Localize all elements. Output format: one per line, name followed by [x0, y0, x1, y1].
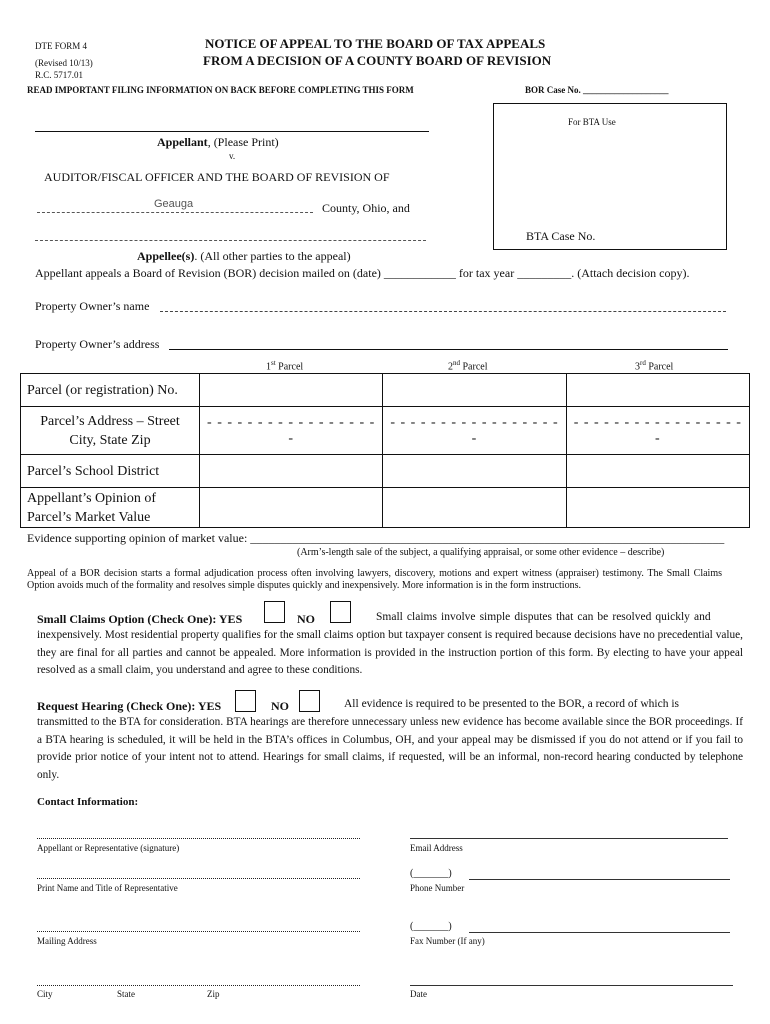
appellee-line[interactable] — [35, 240, 426, 241]
appeal-decision-line[interactable]: Appellant appeals a Board of Revision (BOR) decision mailed on (date) ____________ for tax year _________. (Attach decision copy). — [35, 266, 690, 280]
form-id: DTE FORM 4 — [35, 41, 88, 51]
county-suffix: County, Ohio, and — [322, 201, 410, 215]
owner-address-field[interactable] — [169, 349, 728, 350]
city-state-zip-field[interactable] — [37, 985, 360, 986]
phone-field[interactable] — [469, 879, 730, 880]
table-row — [21, 407, 750, 455]
hearing-label: Request Hearing (Check One): YES — [37, 699, 222, 713]
signature-label: Appellant or Representative (signature) — [37, 843, 180, 853]
fax-area-code[interactable]: (_______) — [410, 921, 452, 932]
statute-ref: R.C. 5717.01 — [35, 70, 84, 80]
parcel-2-address[interactable]: - - - - - - - - - - - - - - - - - - — [383, 407, 566, 455]
bta-case-number-label: BTA Case No. — [526, 229, 596, 243]
parcel-table — [20, 373, 750, 528]
auditor-line: AUDITOR/FISCAL OFFICER AND THE BOARD OF REVISION OF — [44, 170, 390, 184]
signature-field[interactable] — [37, 838, 360, 839]
page-subtitle: FROM A DECISION OF A COUNTY BOARD OF REVISION — [203, 53, 552, 68]
city-label: City — [37, 989, 53, 999]
parcel-3-address[interactable]: - - - - - - - - - - - - - - - - - - — [566, 407, 749, 455]
appellees-label: Appellee(s). (All other parties to the appeal) — [137, 249, 351, 263]
small-claims-label: Small Claims Option (Check One): YES — [37, 612, 243, 626]
hearing-yes-checkbox[interactable] — [235, 690, 256, 712]
owner-name-field[interactable] — [160, 311, 726, 312]
parcel-1-address[interactable]: - - - - - - - - - - - - - - - - - - — [200, 407, 383, 455]
revised-date: (Revised 10/13) — [35, 58, 93, 68]
parcel-col-3: 3rd Parcel — [635, 359, 674, 373]
versus-label: v. — [229, 151, 236, 161]
county-line[interactable] — [37, 212, 313, 213]
small-claims-text: inexpensively. Most residential property qualifies for the small claims option but taxpayer consent is required because decisions have no precedential value, they are final for all parties and cannot be appealed. More information is provided in the instruction portion of this form. By electing to have your appeal resolved as a small claim, you understand and agree to these conditions. — [37, 629, 743, 676]
small-claims-yes-checkbox[interactable] — [264, 601, 285, 623]
hearing-text: transmitted to the BTA for consideration. BTA hearings are therefore unnecessary unless new evidence has become available since the BOR proceedings. If a BTA hearing is scheduled, it will be held in the BTA’s offices in Columbus, OH, and your appeal may be dismissed if you do not attend or if you fail to provide prior notice of your intent not to attend. Hearings for small claims, if requested, will be an informal, non-record hearing conducted by telephone only. — [37, 716, 743, 781]
bta-use-box — [493, 103, 727, 250]
county-value[interactable]: Geauga — [154, 198, 194, 210]
evidence-hint: (Arm’s-length sale of the subject, a qualifying appraisal, or some other evidence – describe) — [297, 547, 665, 558]
parcel-2-value[interactable] — [383, 488, 566, 528]
contact-heading: Contact Information: — [37, 796, 139, 808]
date-label: Date — [410, 989, 427, 999]
fax-field[interactable] — [469, 932, 730, 933]
parcel-1-school[interactable] — [200, 455, 383, 488]
appellant-name-line[interactable] — [35, 131, 429, 132]
parcel-3-number[interactable] — [566, 374, 749, 407]
for-bta-use-label: For BTA Use — [568, 117, 616, 127]
mailing-address-field[interactable] — [37, 931, 360, 932]
filing-notice: READ IMPORTANT FILING INFORMATION ON BACK BEFORE COMPLETING THIS FORM — [27, 85, 414, 95]
email-label: Email Address — [410, 843, 463, 853]
zip-label: Zip — [207, 989, 220, 999]
parcel-3-value[interactable] — [566, 488, 749, 528]
parcel-col-2: 2nd Parcel — [448, 359, 488, 373]
parcel-1-value[interactable] — [200, 488, 383, 528]
mailing-address-label: Mailing Address — [37, 936, 97, 946]
owner-address-label: Property Owner’s address — [35, 337, 160, 351]
date-field[interactable] — [410, 985, 733, 986]
table-row — [21, 374, 750, 407]
hearing-text-first: All evidence is required to be presented to the BOR, a record of which is — [344, 698, 679, 710]
bor-case-number-field[interactable]: BOR Case No. ___________________ — [525, 85, 669, 95]
phone-label: Phone Number — [410, 883, 465, 893]
page-title: NOTICE OF APPEAL TO THE BOARD OF TAX APPEALS — [205, 36, 546, 51]
table-row — [21, 455, 750, 488]
print-name-field[interactable] — [37, 878, 360, 879]
fax-label: Fax Number (If any) — [410, 936, 485, 946]
appellant-label: Appellant, (Please Print) — [157, 135, 279, 149]
small-claims-no-label: NO — [297, 612, 315, 626]
hearing-no-label: NO — [271, 699, 289, 713]
formal-process-notice: Appeal of a BOR decision starts a formal adjudication process often involving lawyers, discovery, motions and expert witness (appraiser) testimony. The Small Claims Option avoids much of the formality and resolves simple disputes quickly and inexpensively. More information is in the form instructions. — [27, 568, 722, 591]
print-name-label: Print Name and Title of Representative — [37, 883, 178, 893]
parcel-number-label: Parcel (or registration) No. — [21, 374, 200, 407]
parcel-col-1: 1st Parcel — [266, 359, 304, 373]
owner-name-label: Property Owner’s name — [35, 299, 150, 313]
parcel-1-number[interactable] — [200, 374, 383, 407]
parcel-address-label: Parcel’s Address – Street City, State Zip — [21, 407, 200, 455]
parcel-2-school[interactable] — [383, 455, 566, 488]
small-claims-text-first: Small claims involve simple disputes that can be resolved quickly and — [376, 611, 711, 623]
parcel-3-school[interactable] — [566, 455, 749, 488]
phone-area-code[interactable]: (_______) — [410, 868, 452, 879]
market-value-label: Appellant’s Opinion of Parcel’s Market Value — [21, 488, 200, 528]
email-field[interactable] — [410, 838, 728, 839]
state-label: State — [117, 989, 135, 999]
parcel-2-number[interactable] — [383, 374, 566, 407]
evidence-field[interactable]: Evidence supporting opinion of market value: _______________________________________________________________________________ — [27, 531, 725, 545]
table-row — [21, 488, 750, 528]
small-claims-no-checkbox[interactable] — [330, 601, 351, 623]
school-district-label: Parcel’s School District — [21, 455, 200, 488]
hearing-no-checkbox[interactable] — [299, 690, 320, 712]
